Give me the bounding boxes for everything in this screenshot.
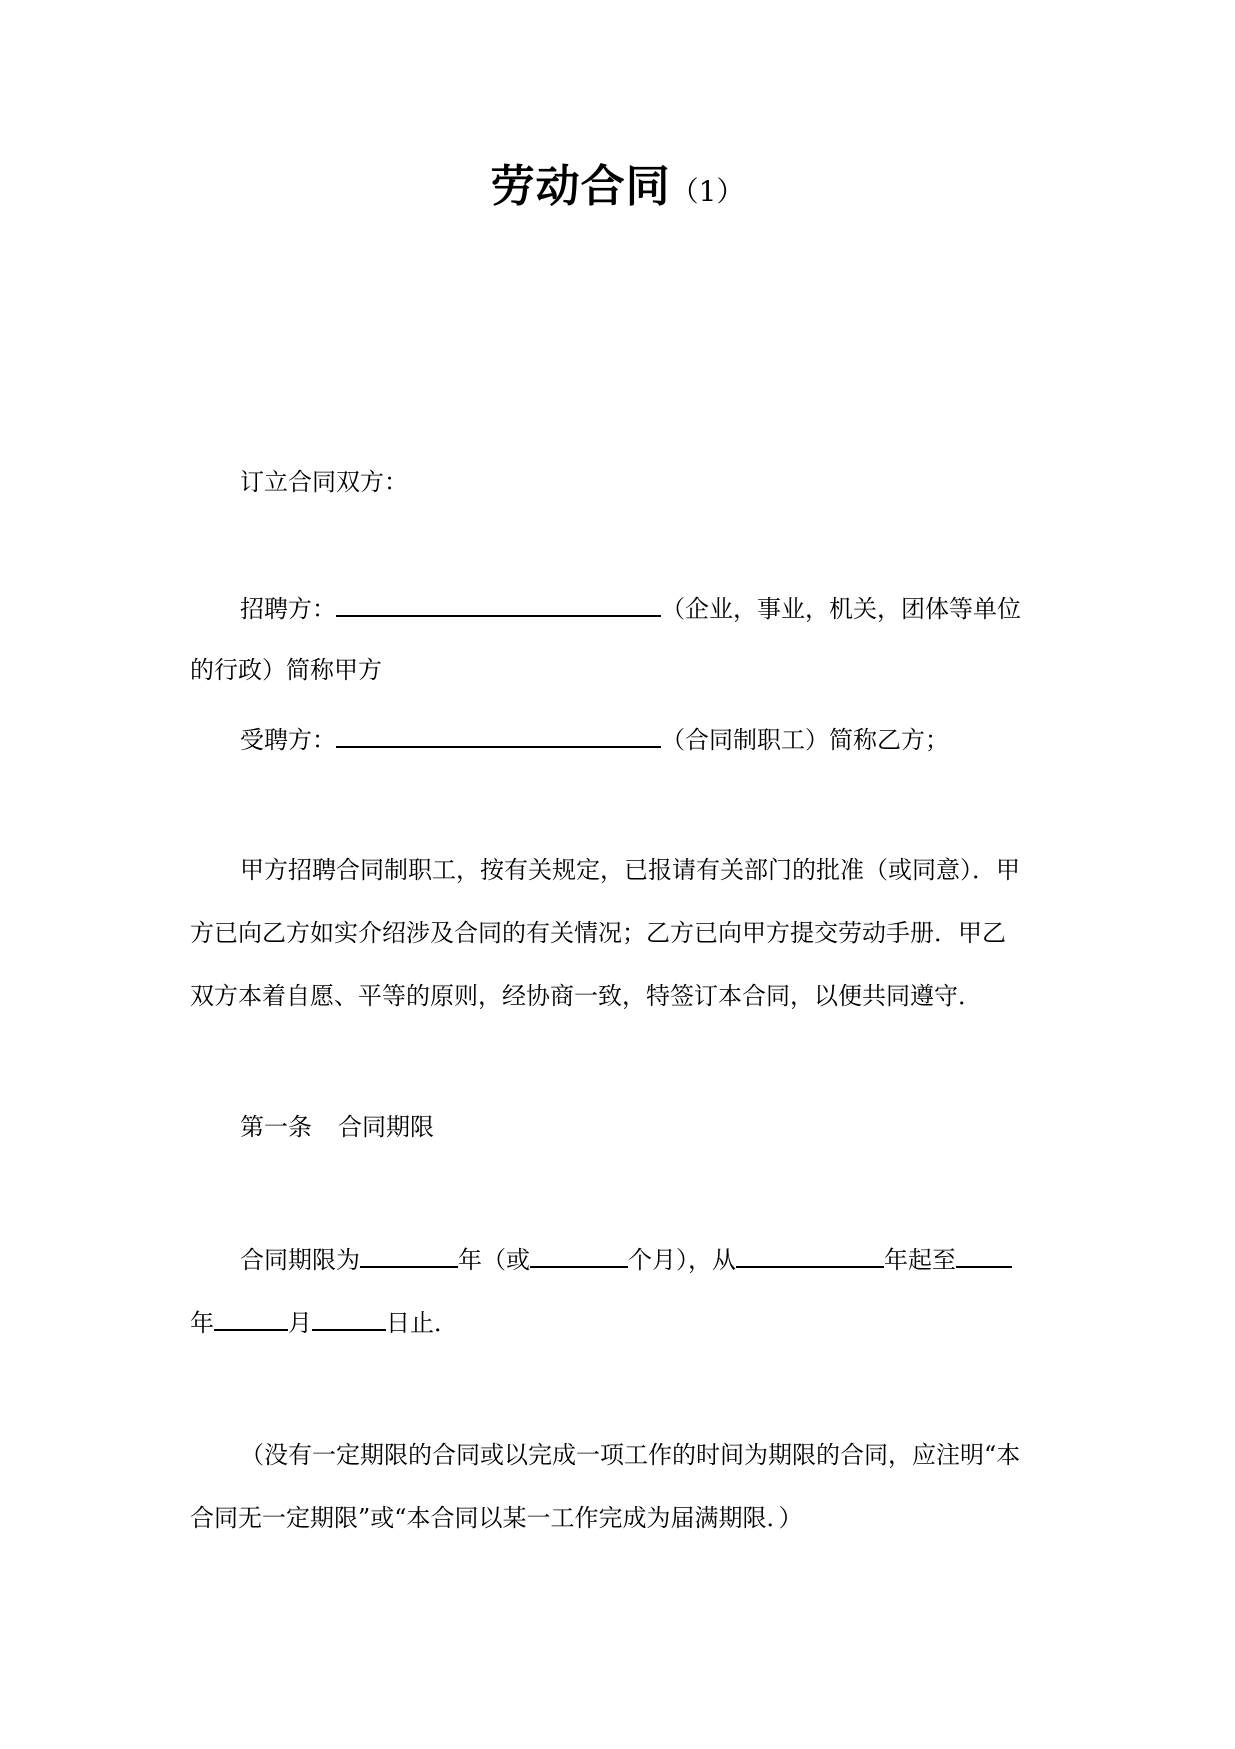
employee-line <box>190 720 1100 758</box>
end-year-blank[interactable] <box>956 1240 1012 1268</box>
end-month-blank[interactable] <box>214 1303 288 1331</box>
term-line-1 <box>190 1240 1100 1278</box>
term-text: 个月），从 <box>628 1246 736 1274</box>
employer-note-continued: 的行政）简称甲方 <box>190 656 382 684</box>
term-text: 月 <box>288 1309 312 1337</box>
preamble-line: 甲方招聘合同制职工，按有关规定，已报请有关部门的批准（或同意）．甲 <box>240 856 1020 884</box>
term-line-2 <box>190 1303 1050 1341</box>
document-title <box>0 150 1235 214</box>
employer-name-blank[interactable] <box>336 589 661 617</box>
start-date-blank[interactable] <box>736 1240 884 1268</box>
preamble-line: 方已向乙方如实介绍涉及合同的有关情况；乙方已向甲方提交劳动手册．甲乙 <box>190 919 1006 947</box>
term-text: 年 <box>190 1309 214 1337</box>
employer-note: （企业，事业，机关，团体等单位 <box>661 595 1021 623</box>
employer-line <box>190 589 1100 627</box>
title-number: （1） <box>670 175 745 208</box>
term-text: 日止． <box>386 1309 458 1337</box>
employee-name-blank[interactable] <box>336 720 661 748</box>
employee-label: 受聘方： <box>240 726 336 754</box>
title-main: 劳动合同 <box>490 161 671 212</box>
term-text: 年（或 <box>458 1246 530 1274</box>
years-blank[interactable] <box>360 1240 458 1268</box>
months-blank[interactable] <box>530 1240 628 1268</box>
article-number: 第一条 <box>240 1113 312 1141</box>
article-1-heading <box>190 1109 1100 1145</box>
employer-label: 招聘方： <box>240 595 336 623</box>
end-day-blank[interactable] <box>312 1303 386 1331</box>
parties-heading: 订立合同双方： <box>240 468 408 496</box>
employee-note: （合同制职工）简称乙方； <box>661 726 949 754</box>
term-text: 年起至 <box>884 1246 956 1274</box>
note-line: 合同无一定期限”或“本合同以某一工作完成为届满期限．） <box>190 1504 803 1532</box>
note-line: （没有一定期限的合同或以完成一项工作的时间为期限的合同，应注明“本 <box>240 1441 1021 1469</box>
term-text: 合同期限为 <box>240 1246 360 1274</box>
preamble-line: 双方本着自愿、平等的原则，经协商一致，特签订本合同，以便共同遵守． <box>190 982 982 1010</box>
article-title: 合同期限 <box>338 1113 434 1141</box>
